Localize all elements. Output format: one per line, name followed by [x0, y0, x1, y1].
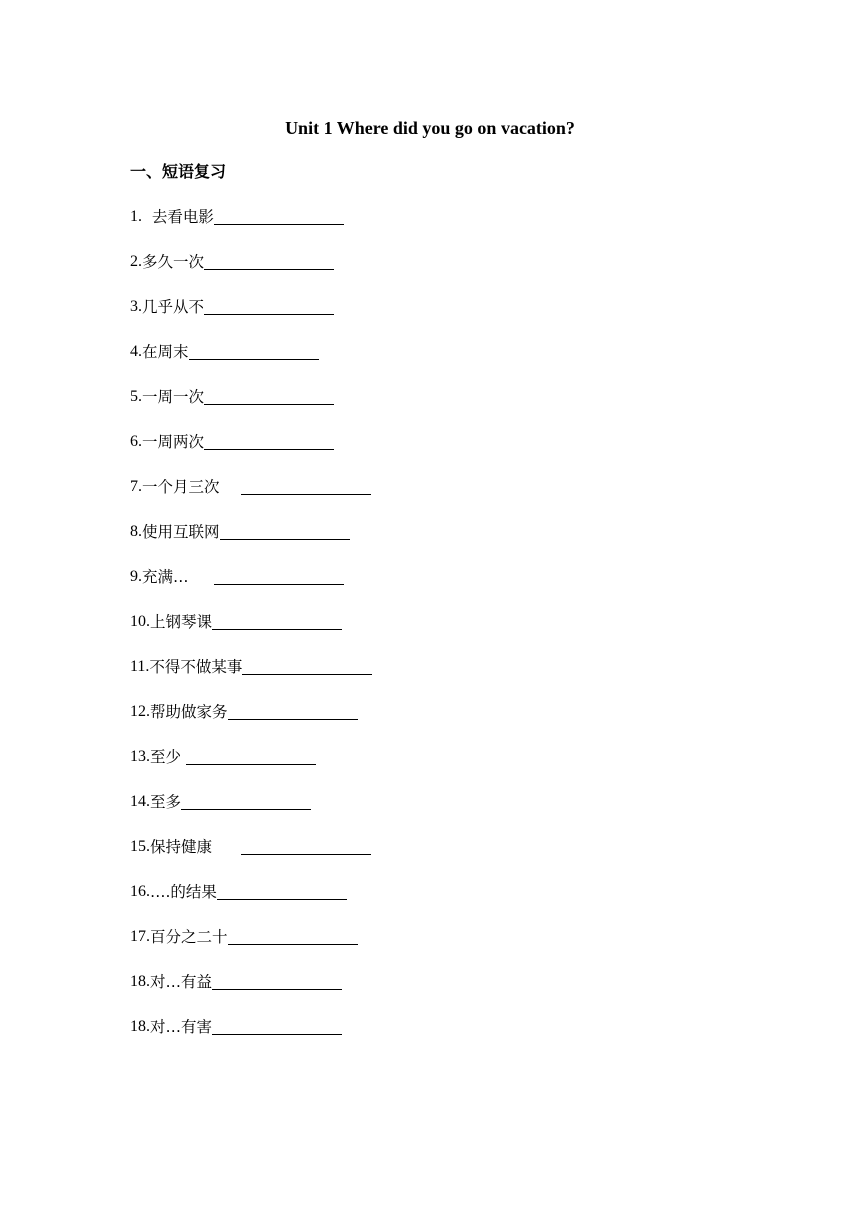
answer-blank[interactable] — [186, 746, 316, 765]
phrase-list — [130, 205, 730, 1060]
answer-blank[interactable] — [204, 251, 334, 270]
item-number: 18. — [130, 1018, 150, 1035]
list-item — [130, 205, 730, 250]
answer-blank[interactable] — [214, 206, 344, 225]
item-number: 2. — [130, 253, 142, 270]
answer-blank[interactable] — [189, 341, 319, 360]
item-phrase: 至少 — [150, 748, 182, 766]
worksheet-title: Unit 1 Where did you go on vacation? — [285, 118, 575, 138]
list-item — [130, 835, 730, 880]
item-number: 9. — [130, 568, 142, 585]
answer-blank[interactable] — [220, 521, 350, 540]
item-number: 8. — [130, 523, 142, 540]
item-number: 14. — [130, 793, 150, 810]
list-item — [130, 925, 730, 970]
answer-blank[interactable] — [204, 386, 334, 405]
item-number: 6. — [130, 433, 142, 450]
list-item — [130, 565, 730, 610]
item-phrase: 至多 — [150, 793, 182, 811]
item-phrase: 不得不做某事 — [149, 658, 243, 676]
list-item — [130, 385, 730, 430]
answer-blank[interactable] — [241, 476, 371, 495]
list-item — [130, 340, 730, 385]
item-phrase: 一个月三次 — [142, 478, 220, 496]
list-item — [130, 745, 730, 790]
list-item — [130, 700, 730, 745]
item-number: 3. — [130, 298, 142, 315]
list-item — [130, 880, 730, 925]
list-item — [130, 655, 730, 700]
item-phrase: 百分之二十 — [150, 928, 228, 946]
list-item — [130, 790, 730, 835]
list-item — [130, 250, 730, 295]
item-phrase: 去看电影 — [142, 208, 214, 226]
answer-blank[interactable] — [228, 926, 358, 945]
item-number: 15. — [130, 838, 150, 855]
list-item — [130, 610, 730, 655]
answer-blank[interactable] — [212, 1016, 342, 1035]
list-item — [130, 1015, 730, 1060]
item-phrase: 使用互联网 — [142, 523, 220, 541]
item-phrase: 保持健康 — [150, 838, 213, 856]
answer-blank[interactable] — [241, 836, 371, 855]
item-phrase: ….的结果 — [150, 883, 217, 901]
item-number: 12. — [130, 703, 150, 720]
item-phrase: 充满… — [142, 568, 189, 586]
item-phrase: 在周末 — [142, 343, 189, 361]
section-heading: 一、短语复习 — [130, 162, 227, 181]
item-phrase: 帮助做家务 — [150, 703, 228, 721]
item-number: 16. — [130, 883, 150, 900]
item-number: 7. — [130, 478, 142, 495]
item-phrase: 一周两次 — [142, 433, 205, 451]
list-item — [130, 520, 730, 565]
item-phrase: 对…有益 — [150, 973, 213, 991]
answer-blank[interactable] — [212, 971, 342, 990]
item-phrase: 一周一次 — [142, 388, 205, 406]
answer-blank[interactable] — [212, 611, 342, 630]
list-item — [130, 295, 730, 340]
item-phrase: 上钢琴课 — [150, 613, 213, 631]
answer-blank[interactable] — [181, 791, 311, 810]
answer-blank[interactable] — [204, 296, 334, 315]
item-number: 4. — [130, 343, 142, 360]
item-phrase: 多久一次 — [142, 253, 205, 271]
answer-blank[interactable] — [217, 881, 347, 900]
item-phrase: 对…有害 — [150, 1018, 213, 1036]
item-number: 10. — [130, 613, 150, 630]
item-number: 13. — [130, 748, 150, 765]
answer-blank[interactable] — [228, 701, 358, 720]
item-number: 1. — [130, 208, 142, 225]
item-number: 5. — [130, 388, 142, 405]
item-number: 11. — [130, 658, 150, 675]
list-item — [130, 430, 730, 475]
item-number: 17. — [130, 928, 150, 945]
item-number: 18. — [130, 973, 150, 990]
list-item — [130, 970, 730, 1015]
list-item — [130, 475, 730, 520]
answer-blank[interactable] — [214, 566, 344, 585]
item-phrase: 几乎从不 — [142, 298, 205, 316]
answer-blank[interactable] — [204, 431, 334, 450]
answer-blank[interactable] — [242, 656, 372, 675]
